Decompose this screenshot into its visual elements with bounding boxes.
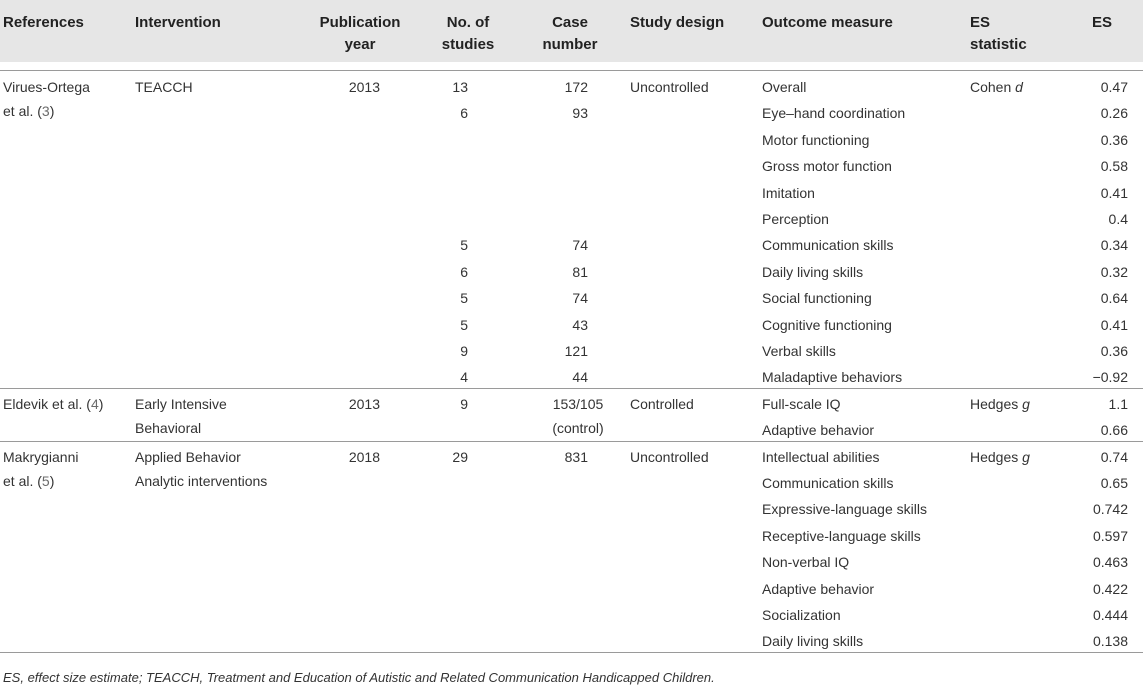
case-number: 121 — [564, 343, 588, 359]
outcome-measure: Adaptive behavior — [762, 422, 875, 439]
es-value: 0.58 — [1100, 158, 1128, 175]
es-value: 0.444 — [1092, 607, 1128, 623]
case-number: 74 — [572, 237, 588, 254]
es-value: 0.36 — [1100, 343, 1128, 359]
case-number: 153/105 (control) — [552, 395, 604, 436]
es-value: 0.74 — [1100, 448, 1128, 465]
header-publication-year: Publication year — [319, 14, 401, 53]
es-statistic: Cohen d — [970, 79, 1023, 95]
no-of-studies: 6 — [460, 105, 468, 122]
outcome-measure: Socialization — [762, 607, 841, 623]
outcome-measure: Social functioning — [762, 290, 872, 307]
case-number: 44 — [572, 369, 588, 386]
es-value: 0.47 — [1100, 79, 1128, 95]
outcome-measure: Verbal skills — [762, 343, 836, 359]
intervention-cell: Applied Behavior Analytic interventions — [135, 448, 268, 489]
no-of-studies: 5 — [460, 290, 468, 307]
header-references: References — [3, 14, 84, 31]
publication-year: 2013 — [348, 79, 380, 95]
es-value: 0.34 — [1100, 237, 1128, 254]
outcome-measure: Full-scale IQ — [762, 395, 841, 412]
outcome-measure: Perception — [762, 211, 829, 227]
es-value: 0.4 — [1108, 211, 1128, 227]
case-number: 831 — [564, 448, 588, 465]
study-design: Uncontrolled — [630, 448, 709, 465]
study-design: Uncontrolled — [630, 79, 709, 95]
es-value: 0.32 — [1100, 263, 1128, 280]
reference-cell: Virues-Ortega et al. (3) — [3, 79, 90, 119]
case-number: 172 — [564, 79, 588, 95]
header-rule — [0, 70, 1143, 71]
publication-year: 2018 — [348, 448, 380, 465]
outcome-measure: Receptive-language skills — [762, 527, 921, 544]
es-value: 0.41 — [1100, 184, 1128, 201]
no-of-studies: 9 — [460, 395, 468, 412]
outcome-measure: Non-verbal IQ — [762, 554, 850, 571]
case-number: 43 — [572, 316, 588, 333]
es-value: 0.422 — [1092, 580, 1128, 597]
no-of-studies: 6 — [460, 263, 468, 280]
header-outcome-measure: Outcome measure — [762, 14, 893, 31]
reference-cell: Eldevik et al. (4) — [3, 395, 104, 412]
es-value: 0.36 — [1100, 131, 1128, 148]
no-of-studies: 4 — [460, 369, 468, 386]
citation-link[interactable]: 4 — [90, 395, 99, 412]
reference-cell: Makrygianni et al. (5) — [3, 448, 79, 489]
es-value: 0.65 — [1100, 475, 1128, 491]
es-value: 0.41 — [1100, 316, 1128, 333]
es-value: 0.597 — [1092, 527, 1128, 544]
es-value: 1.1 — [1108, 395, 1128, 412]
outcome-measure: Imitation — [762, 184, 815, 201]
outcome-measure: Communication skills — [762, 475, 894, 491]
es-statistic: Hedges g — [970, 395, 1030, 412]
table-header — [0, 0, 1143, 62]
citation-link[interactable]: 3 — [41, 103, 50, 119]
outcome-measure: Overall — [762, 79, 807, 95]
case-number: 93 — [572, 105, 588, 122]
header-study-design: Study design — [630, 14, 725, 31]
outcome-measure: Daily living skills — [762, 263, 864, 280]
es-statistic: Hedges g — [970, 448, 1030, 465]
outcome-measure: Gross motor function — [762, 158, 892, 175]
es-value: 0.64 — [1100, 290, 1128, 307]
outcome-measure: Expressive-language skills — [762, 501, 927, 518]
table-footnote: ES, effect size estimate; TEACCH, Treatment and Education of Autistic and Related Communication Handicapped Children. — [3, 670, 715, 685]
es-value: 0.66 — [1100, 422, 1128, 439]
row-rule — [0, 388, 1143, 389]
outcome-measure: Cognitive functioning — [762, 316, 892, 333]
outcome-measure: Intellectual abilities — [762, 448, 880, 465]
intervention-cell: Early Intensive Behavioral — [135, 395, 227, 436]
no-of-studies: 5 — [460, 316, 468, 333]
no-of-studies: 5 — [460, 237, 468, 254]
no-of-studies: 13 — [452, 79, 468, 95]
outcome-measure: Motor functioning — [762, 131, 870, 148]
publication-year: 2013 — [348, 395, 380, 412]
outcome-measure: Maladaptive behaviors — [762, 369, 903, 386]
header-case-number: Case number — [542, 14, 598, 53]
es-value: 0.463 — [1092, 554, 1128, 571]
case-number: 74 — [572, 290, 588, 307]
es-value: 0.26 — [1100, 105, 1128, 122]
citation-link[interactable]: 5 — [41, 472, 50, 489]
case-number: 81 — [572, 263, 588, 280]
study-design: Controlled — [630, 395, 694, 412]
row-rule — [0, 652, 1143, 653]
outcome-measure: Daily living skills — [762, 633, 864, 650]
row-rule — [0, 441, 1143, 442]
outcome-measure: Eye–hand coordination — [762, 105, 906, 122]
no-of-studies: 9 — [460, 343, 468, 359]
es-value: 0.742 — [1092, 501, 1128, 518]
no-of-studies: 29 — [452, 448, 468, 465]
es-value: −0.92 — [1092, 369, 1128, 386]
header-no-of-studies: No. of studies — [441, 14, 495, 53]
header-intervention: Intervention — [135, 14, 221, 31]
outcome-measure: Adaptive behavior — [762, 580, 875, 597]
es-value: 0.138 — [1092, 633, 1128, 650]
header-es: ES — [1092, 14, 1113, 31]
header-es-statistic: ES statistic — [970, 14, 1027, 53]
intervention-cell: TEACCH — [135, 79, 193, 95]
outcome-measure: Communication skills — [762, 237, 894, 254]
